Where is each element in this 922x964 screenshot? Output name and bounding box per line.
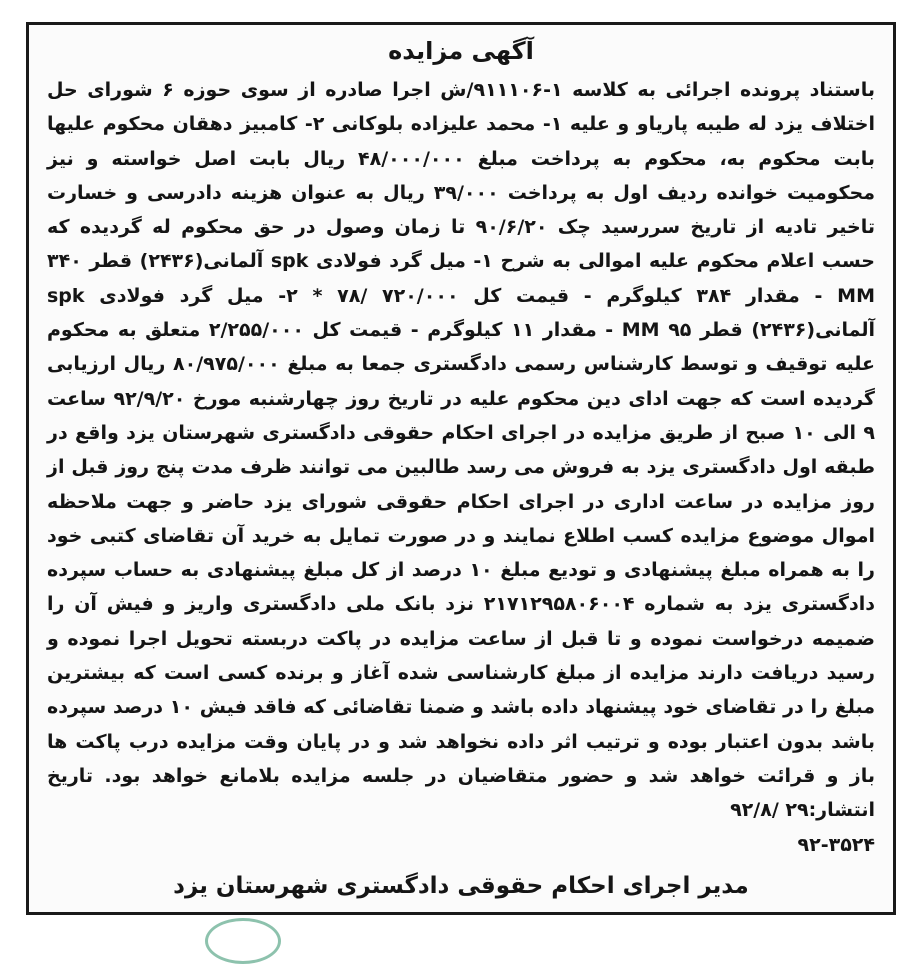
signature-line: مدیر اجرای احکام حقوقی دادگستری شهرستان یزد <box>173 872 749 899</box>
reference-number: ۹۲-۳۵۲۴ <box>797 833 875 856</box>
notice-body: باستناد پرونده اجرائی به کلاسه ۱-۹۱۱۱۰۶/ش اجرا صادره از سوی حوزه ۶ شورای حل اختلاف یزد له طیبه پاریاو و علیه ۱- محمد علیزاده بلوکانی ۲- کامبیز دهقان محکوم علیها بابت محکوم به، محکوم به پرداخت مبلغ ۴۸/۰۰۰/۰۰۰ ریال بابت اصل خواسته و نیز محکومیت خوانده ردیف اول به پرداخت ۳۹/۰۰۰ ریال به عنوان هزینه دادرسی و خسارت تاخیر تادیه از تاریخ سررسید چک ۹۰/۶/۲۰ تا زمان وصول در حق محکوم له گردیده که حسب اعلام محکوم علیه اموالی به شرح ۱- میل گرد فولادی spk آلمانی(۲۴۳۶) قطر ۳۴۰ MM - مقدار ۳۸۴ کیلوگرم - قیمت کل ۷۲۰/۰۰۰ /۷۸ * ۲- میل گرد فولادی spk آلمانی(۲۴۳۶) قطر ۹۵ MM - مقدار ۱۱ کیلوگرم - قیمت کل ۲/۲۵۵/۰۰۰ متعلق به محکوم علیه توقیف و توسط کارشناس رسمی دادگستری جمعا به مبلغ ۸۰/۹۷۵/۰۰۰ ریال ارزیابی گردیده است که جهت ادای دین محکوم علیه در تاریخ روز چهارشنبه مورخ ۹۲/۹/۲۰ ساعت ۹ الی ۱۰ صبح از طریق مزایده در اجرای احکام حقوقی دادگستری شهرستان یزد واقع در طبقه اول دادگستری یزد به فروش می رسد طالبین می توانند ظرف مدت پنج روز قبل از روز مزایده در ساعت اداری در اجرای احکام حقوقی شورای یزد حاضر و جهت ملاحظه اموال موضوع مزایده کسب اطلاع نمایند و در صورت تمایل به خرید آن تقاضای کتبی خود را به همراه مبلغ پیشنهادی و تودیع مبلغ ۱۰ درصد از کل مبلغ پیشنهادی به حساب سپرده دادگستری یزد به شماره ۲۱۷۱۲۹۵۸۰۶۰۰۴ نزد بانک ملی دادگستری واریز و فیش آن را ضمیمه درخواست نموده و تا قبل از ساعت مزایده در پاکت دربسته تحویل اجرا نموده و رسید دریافت دارند مزایده از مبلغ کارشناسی شده آغاز و برنده کسی است که بیشترین مبلغ را در تقاضای خود پیشنهاد داده باشد و ضمنا تقاضائی که فاقد فیش ۱۰ درصد سپرده باشد بدون اعتبار بوده و ترتیب اثر داده نخواهد شد و در پایان وقت مزایده درب پاکت ها باز و قرائت خواهد شد و حضور متقاضیان در جلسه مزایده بلامانع خواهد بود. تاریخ انتشار:۲۹ /۹۲/۸ <box>47 79 876 822</box>
logo-mark-icon <box>205 918 281 964</box>
notice-title: آگهی مزایده <box>388 37 534 65</box>
auction-notice <box>26 22 896 915</box>
